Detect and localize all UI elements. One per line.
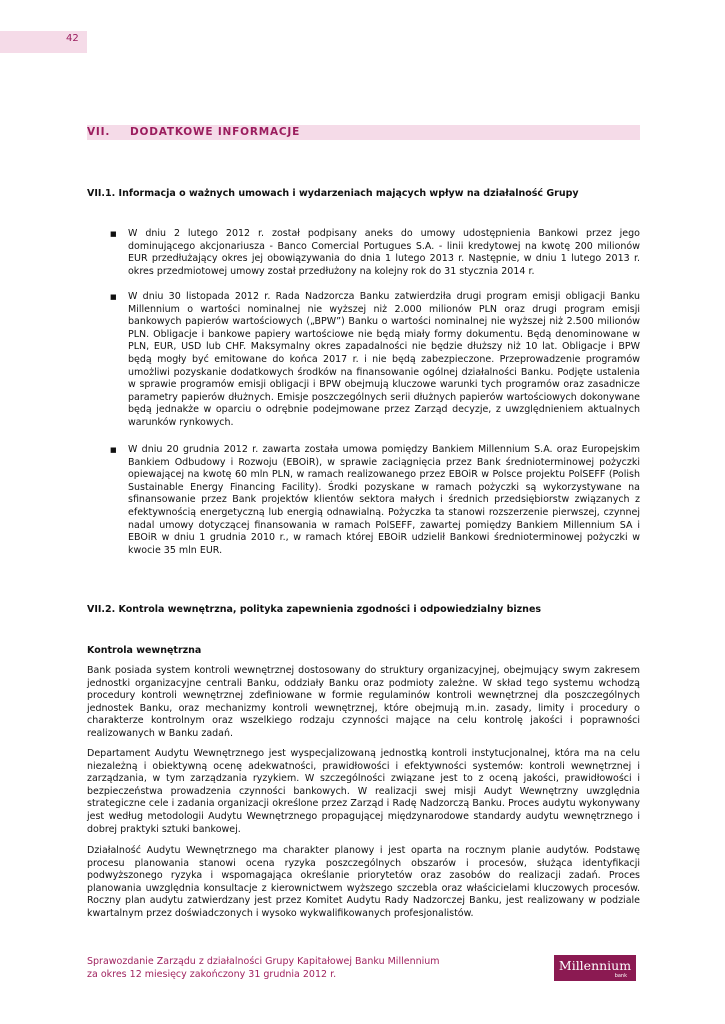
body-paragraph-2: Departament Audytu Wewnętrznego jest wyspecjalizowaną jednostką kontroli instytucjonalnej, która ma na celu niezależną i obiektywną ocenę adekwatności, prawidłowości i efektywności systemów: kontroli wewnętrznej i zarządzania, w tym zarządzania ryzykiem. W szczególności związane jest to z oceną jakości, prawidłowości i bezpieczeństwa prowadzenia czynności bankowych. W realizacji swej misji Audyt Wewnętrzny uwzględnia strategiczne cele i zadania organizacji określone przez Zarząd i Radę Nadzorczą Banku. Proces audytu wykonywany jest według metodologii Audytu Wewnętrznego propagującej międzynarodowe standardy audytu wewnętrznego i dobrej praktyki sztuki bankowej. — [87, 748, 640, 835]
subsection-title-2: VII.2. Kontrola wewnętrzna, polityka zapewnienia zgodności i odpowiedzialny biznes — [87, 604, 542, 615]
body-paragraph-3: Działalność Audytu Wewnętrznego ma charakter planowy i jest oparta na rocznym planie audytów. Podstawę procesu planowania stanowi ocena ryzyka poszczególnych obszarów i procesów, służąca identyfikacji podwyższonego ryzyka i wspomagająca określanie priorytetów oraz zasobów do realizacji zadań. Proces planowania uwzględnia konsultacje z kierownictwem wyższego szczebla oraz właścicielami kluczowych procesów. Roczny plan audytu zatwierdzany jest przez Komitet Audytu Rady Nadzorczej Banku, jest realizowany w podziale kwartalnym przez doświadczonych i wysoko wykwalifikowanych profesjonalistów. — [87, 845, 640, 919]
square-bullet-icon: ■ — [110, 230, 117, 238]
logo-name: Millennium — [558, 958, 632, 973]
millennium-logo — [554, 955, 636, 981]
square-bullet-icon: ■ — [110, 446, 117, 454]
bullet-item-3: W dniu 20 grudnia 2012 r. zawarta została umowa pomiędzy Bankiem Millennium S.A. oraz Europejskim Bankiem Odbudowy i Rozwoju (EBOiR), w sprawie zaciągnięcia przez Bank średnioterminowej pożyczki opiewającej na kwotę 60 mln PLN, w ramach realizowanego przez EBOiR w Polsce projektu PolSEFF (Polish Sustainable Energy Financing Facility). Środki pozyskane w ramach pożyczki są wykorzystywane na sfinansowanie przez Bank projektów klientów sektora małych i średnich przedsiębiorstw związanych z efektywnością energetyczną lub energią odnawialną. Pożyczka ta stanowi rozszerzenie pierwszej, czynnej nadal umowy dotyczącej finansowania w ramach PolSEFF, zawartej pomiędzy Bankiem Millennium SA i EBOiR w dniu 1 grudnia 2010 r., w ramach której EBOiR udzielił Bankowi średnioterminowej pożyczki w kwocie 35 mln EUR. — [128, 444, 640, 556]
paragraph-heading: Kontrola wewnętrzna — [87, 645, 202, 656]
section-title: DODATKOWE INFORMACJE — [130, 126, 301, 138]
bullet-item-2: W dniu 30 listopada 2012 r. Rada Nadzorcza Banku zatwierdziła drugi program emisji obligacji Banku Millennium o wartości nominalnej nie wyższej niż 2.000 milionów PLN oraz drugi program emisji bankowych papierów wartościowych („BPW”) Banku o wartości nominalnej nie wyższej niż 2.500 milionów PLN. Obligacje i bankowe papiery wartościowe nie będą miały formy dokumentu. Będą denominowane w PLN, EUR, USD lub CHF. Maksymalny okres zapadalności nie będzie dłuższy niż 10 lat. Obligacje i BPW będą mogły być emitowane do końca 2017 r. i nie będą zabezpieczone. Przeprowadzenie programów umożliwi pozyskanie dodatkowych środków na finansowanie ogólnej działalności Banku. Podjęte ustalenia w sprawie programów emisji obligacji i BPW obejmują kluczowe warunki tych programów oraz zasadnicze parametry papierów dłużnych. Emisje poszczególnych serii dłużnych papierów wartościowych dokonywane będą jednakże w oparciu o odrębnie podejmowane przez Zarząd decyzje, z uwzględnieniem aktualnych warunków rynkowych. — [128, 291, 640, 428]
bullet-item-1: W dniu 2 lutego 2012 r. został podpisany aneks do umowy udostępnienia Bankowi przez jego dominującego akcjonariusza - Banco Comercial Portugues S.A. - linii kredytowej na kwotę 200 milionów EUR przedłużający okres jej obowiązywania do dnia 1 lutego 2013 r. Następnie, w dniu 1 lutego 2013 r. okres przedmiotowej umowy został przedłużony na kolejny rok do 31 stycznia 2014 r. — [128, 228, 640, 277]
subsection-title-1: VII.1. Informacja o ważnych umowach i wydarzeniach mających wpływ na działalność Grupy — [87, 188, 579, 199]
square-bullet-icon: ■ — [110, 293, 117, 301]
body-paragraph-1: Bank posiada system kontroli wewnętrznej dostosowany do struktury organizacyjnej, obejmujący swym zakresem jednostki organizacyjne centrali Banku, oddziały Banku oraz podmioty zależne. W skład tego systemu wchodzą procedury kontroli wewnętrznej zdefiniowane w formie regulaminów kontroli wewnętrznej dla poszczególnych jednostek Banku, oraz mechanizmy kontroli wewnętrznej, które obejmują m.in. zasady, limity i procedury o charakterze kontrolnym oraz wszelkiego rodzaju czynności mające na celu kontrolę jakości i poprawności realizowanych w Banku zadań. — [87, 665, 640, 739]
page-number: 42 — [66, 33, 79, 44]
footer-line-1: Sprawozdanie Zarządu z działalności Grupy Kapitałowej Banku Millennium — [87, 956, 440, 967]
footer-line-2: za okres 12 miesięcy zakończony 31 grudnia 2012 r. — [87, 969, 337, 980]
logo-subtitle: bank — [614, 973, 627, 979]
section-number: VII. — [87, 126, 111, 138]
